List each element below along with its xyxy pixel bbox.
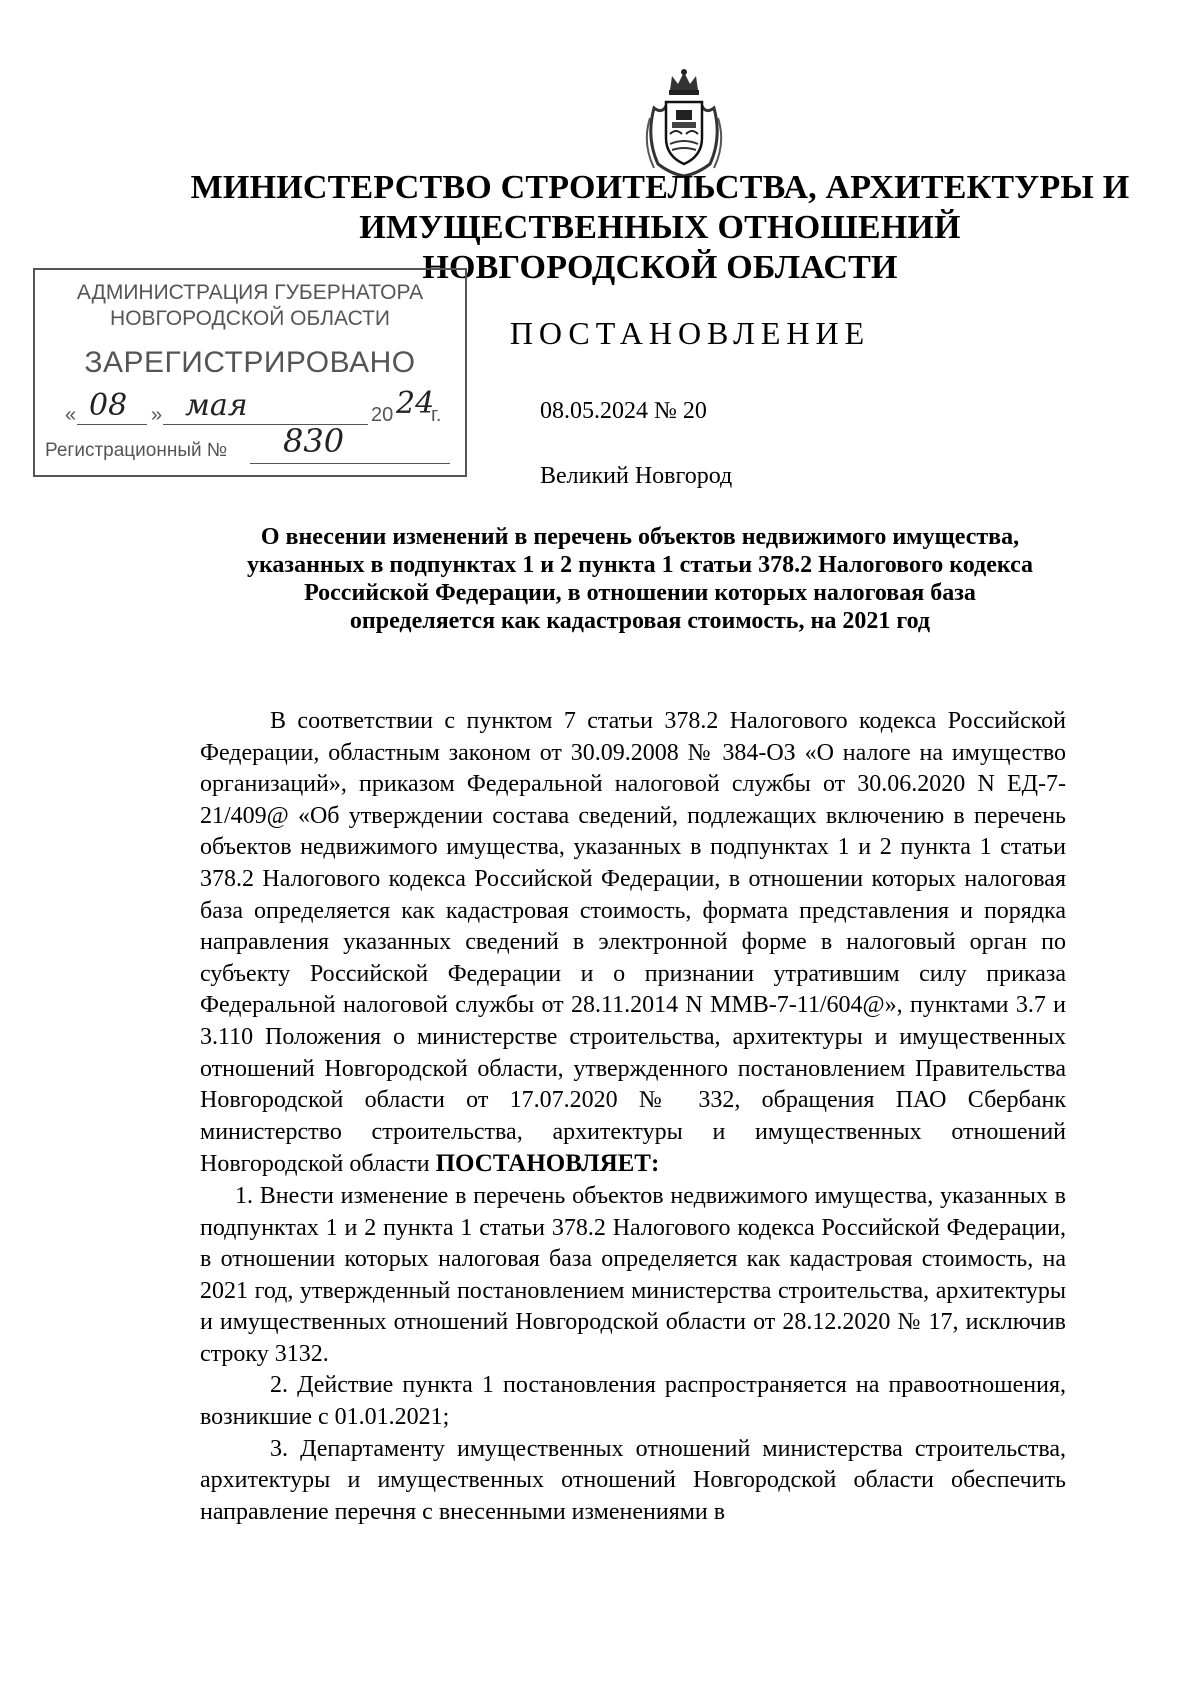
decree-subject: [195, 523, 1085, 635]
decree-body: [200, 706, 1066, 1528]
stamp-number-handwritten: 830: [283, 422, 345, 460]
stamp-year-handwritten: 24: [396, 386, 435, 421]
stamp-month-handwritten: мая: [185, 388, 248, 423]
stamp-date-row: [65, 386, 455, 430]
registration-stamp: [33, 268, 467, 477]
stamp-number-underline: [250, 463, 450, 464]
subject-line-3: Российской Федерации, в отношении которых налоговая база: [304, 580, 976, 606]
ministry-line-3: НОВГОРОДСКОЙ ОБЛАСТИ: [422, 249, 898, 286]
decree-title: ПОСТАНОВЛЕНИЕ: [509, 315, 871, 351]
item-3-paragraph: 3. Департаменту имущественных отношений министерства строительства, архитектуры и имущественных отношений Новгородской области обеспечить направление перечня с внесенными изменениями в: [200, 1435, 1066, 1525]
subject-line-4: определяется как кадастровая стоимость, на 2021 год: [349, 608, 931, 634]
stamp-day-underline: [77, 424, 147, 425]
stamp-number-label: Регистрационный №: [45, 440, 228, 461]
stamp-administration-line: АДМИНИСТРАЦИЯ ГУБЕРНАТОРА: [76, 281, 424, 304]
stamp-year-prefix: 20: [371, 404, 394, 426]
stamp-registered-label: ЗАРЕГИСТРИРОВАНО: [84, 346, 416, 379]
stamp-year-suffix: г.: [431, 404, 442, 426]
decree-city: Великий Новгород: [540, 463, 733, 489]
ministry-line-2: ИМУЩЕСТВЕННЫХ ОТНОШЕНИЙ: [359, 209, 961, 246]
stamp-region-line: НОВГОРОДСКОЙ ОБЛАСТИ: [110, 307, 390, 330]
preamble-text: В соответствии с пунктом 7 статьи 378.2 Налогового кодекса Российской Федерации, областным законом от 30.09.2008 № 384-ОЗ «О налоге на имущество организаций», приказом Федеральной налоговой службы от 30.06.2020 N ЕД-7-21/409@ «Об утверждении состава сведений, подлежащих включению в перечень объектов недвижимого имущества, указанных в подпунктах 1 и 2 пункта 1 статьи 378.2 Налогового кодекса Российской Федерации, в отношении которых налоговая база определяется как кадастровая стоимость, формата представления и порядка направления указанных сведений в электронной форме в налоговый орган по субъекту Российской Федерации и о признании утратившим силу приказа Федеральной налоговой службы от 28.11.2014 N ММВ-7-11/604@», пунктами 3.7 и 3.110 Положения о министерстве строительства, архитектуры и имущественных отношений Новгородской области, утвержденного постановлением Правительства Новгородской области от 17.07.2020 № 332, обращения ПАО Сбербанк министерство строительства, архитектуры и имущественных отношений Новгородской области: [200, 708, 1066, 1178]
item-1-paragraph: 1. Внести изменение в перечень объектов недвижимого имущества, указанных в подпунктах 1 и 2 пункта 1 статьи 378.2 Налогового кодекса Российской Федерации, в отношении которых налоговая база определяется как кадастровая стоимость, на 2021 год, утвержденный постановлением министерства строительства, архитектуры и имущественных отношений Новгородской области от 28.12.2020 № 17, исключив строку 3132.: [200, 1182, 1066, 1367]
preamble-paragraph: [200, 706, 1066, 1181]
ministry-line-1: МИНИСТЕРСТВО СТРОИТЕЛЬСТВА, АРХИТЕКТУРЫ И: [190, 169, 1130, 206]
subject-line-2: указанных в подпунктах 1 и 2 пункта 1 статьи 378.2 Налогового кодекса: [246, 552, 1034, 578]
coat-of-arms-emblem: [636, 68, 732, 178]
decree-date-number: 08.05.2024 № 20: [540, 398, 707, 424]
item-2-paragraph: 2. Действие пункта 1 постановления распространяется на правоотношения, возникшие с 01.01.2021;: [200, 1372, 1066, 1431]
stamp-quote-open: «: [65, 404, 77, 426]
stamp-day-handwritten: 08: [89, 388, 128, 423]
resolves-word: ПОСТАНОВЛЯЕТ:: [435, 1150, 660, 1178]
subject-line-1: О внесении изменений в перечень объектов недвижимого имущества,: [260, 524, 1020, 550]
stamp-quote-close: »: [151, 404, 163, 426]
